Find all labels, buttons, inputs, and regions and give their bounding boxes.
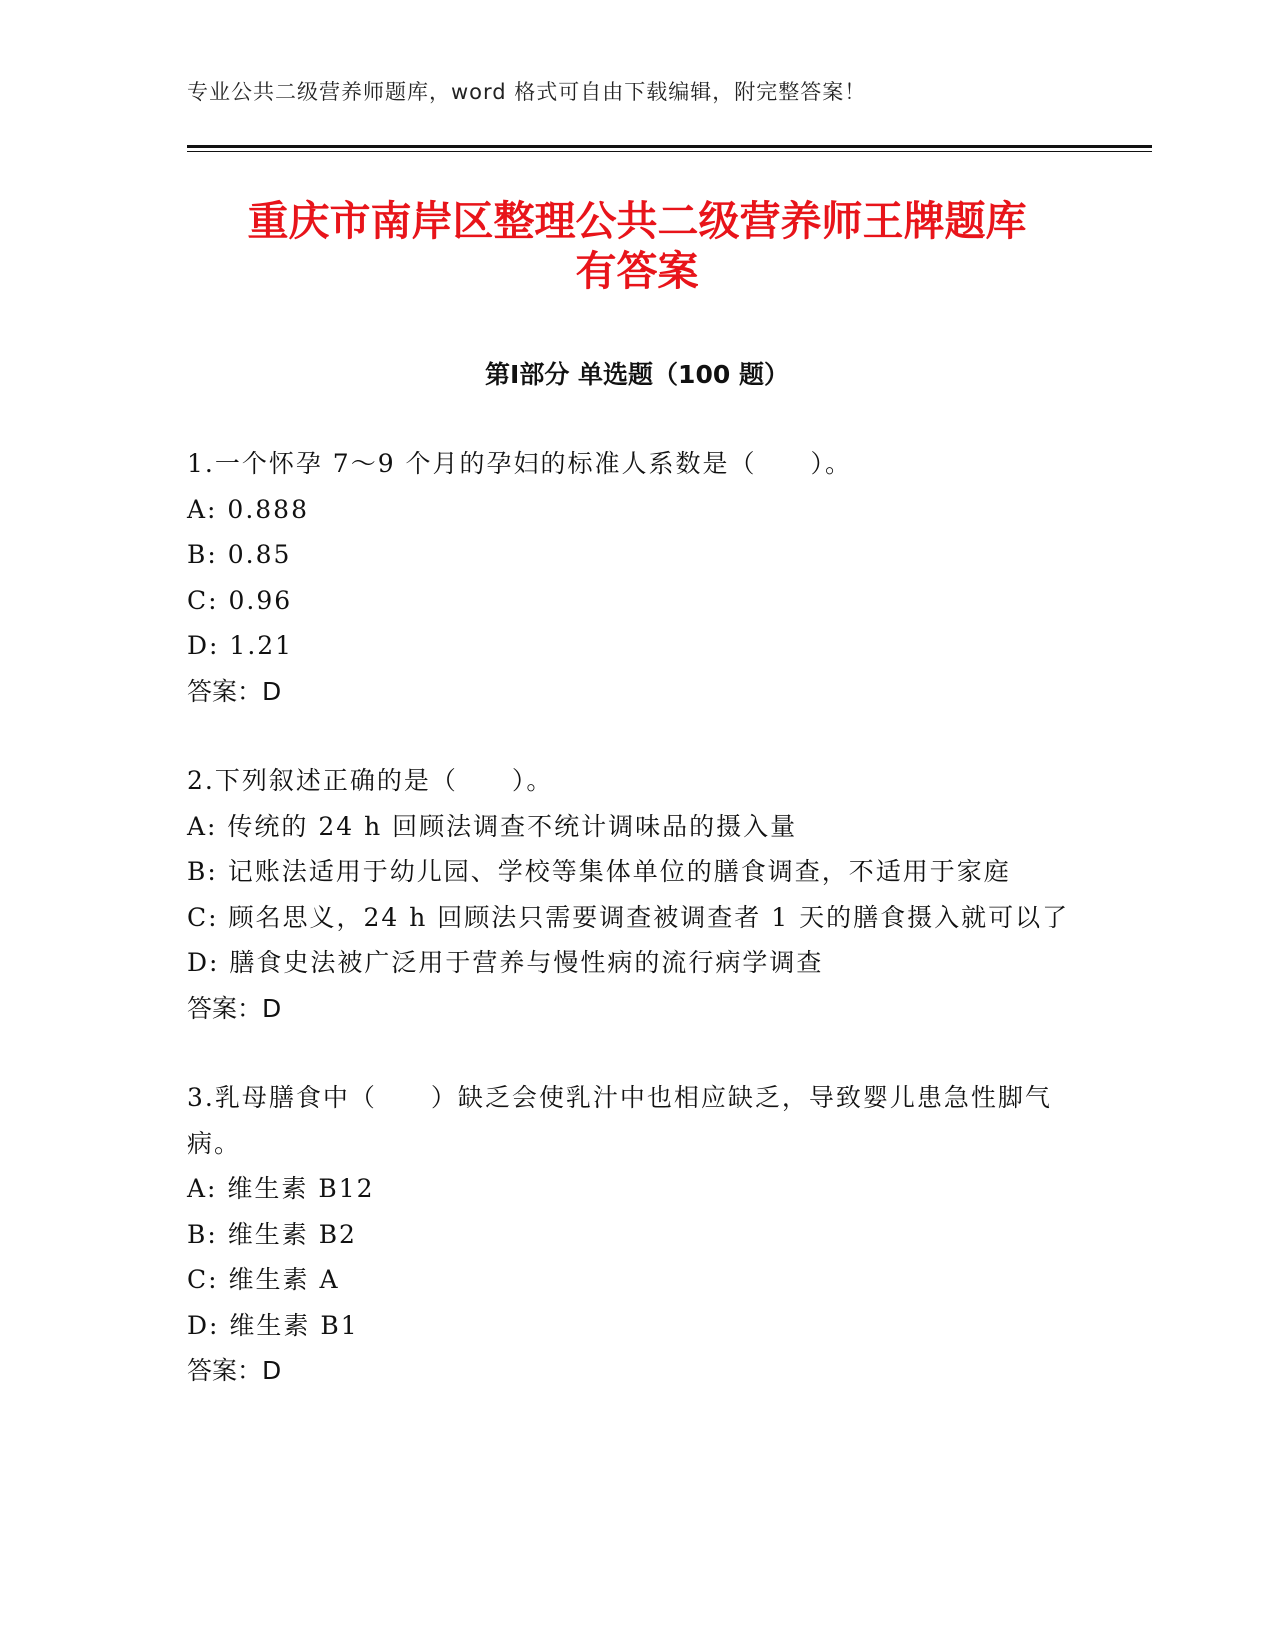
option-c: C: 维生素 A: [187, 1265, 340, 1294]
section-title: 第Ⅰ部分 单选题（100 题）: [485, 360, 789, 389]
option-d: D: 1.21: [187, 631, 294, 660]
option-a: A: 维生素 B12: [187, 1174, 375, 1203]
question-1: [187, 441, 1087, 714]
document-title: [187, 196, 1087, 296]
document-title-line-1: 重庆市南岸区整理公共二级营养师王牌题库: [247, 197, 1027, 245]
question-list: [187, 441, 1087, 1438]
option-a: A: 0.888: [187, 494, 309, 524]
question-2: [187, 758, 1087, 1031]
option-b: B: 记账法适用于幼儿园、学校等集体单位的膳食调查，不适用于家庭: [187, 857, 1011, 886]
header-rule-thick: [187, 145, 1152, 148]
option-a: A: 传统的 24 h 回顾法调查不统计调味品的摄入量: [187, 811, 798, 841]
document-title-line-2: 有答案: [575, 247, 699, 295]
question-stem: 3.乳母膳食中（ ）缺乏会使乳汁中也相应缺乏，导致婴儿患急性脚气病。: [187, 1083, 1052, 1158]
option-c: C: 0.96: [187, 585, 293, 615]
option-d: D: 膳食史法被广泛用于营养与慢性病的流行病学调查: [187, 948, 824, 977]
question-stem: 1.一个怀孕 7～9 个月的孕妇的标准人系数是（ ）。: [187, 449, 853, 478]
header-rule-thin: [187, 151, 1152, 152]
page-header: 专业公共二级营养师题库，word 格式可自由下载编辑，附完整答案！: [187, 80, 867, 104]
answer-label: 答案：D: [187, 1356, 282, 1385]
question-stem: 2.下列叙述正确的是（ ）。: [187, 766, 554, 795]
option-c: C: 顾名思义，24 h 回顾法只需要调查被调查者 1 天的膳食摄入就可以了: [187, 902, 1070, 932]
question-3: [187, 1075, 1087, 1394]
option-b: B: 维生素 B2: [187, 1219, 357, 1249]
option-b: B: 0.85: [187, 540, 292, 569]
answer-label: 答案：D: [187, 993, 282, 1023]
option-d: D: 维生素 B1: [187, 1310, 359, 1340]
answer-label: 答案：D: [187, 676, 282, 706]
